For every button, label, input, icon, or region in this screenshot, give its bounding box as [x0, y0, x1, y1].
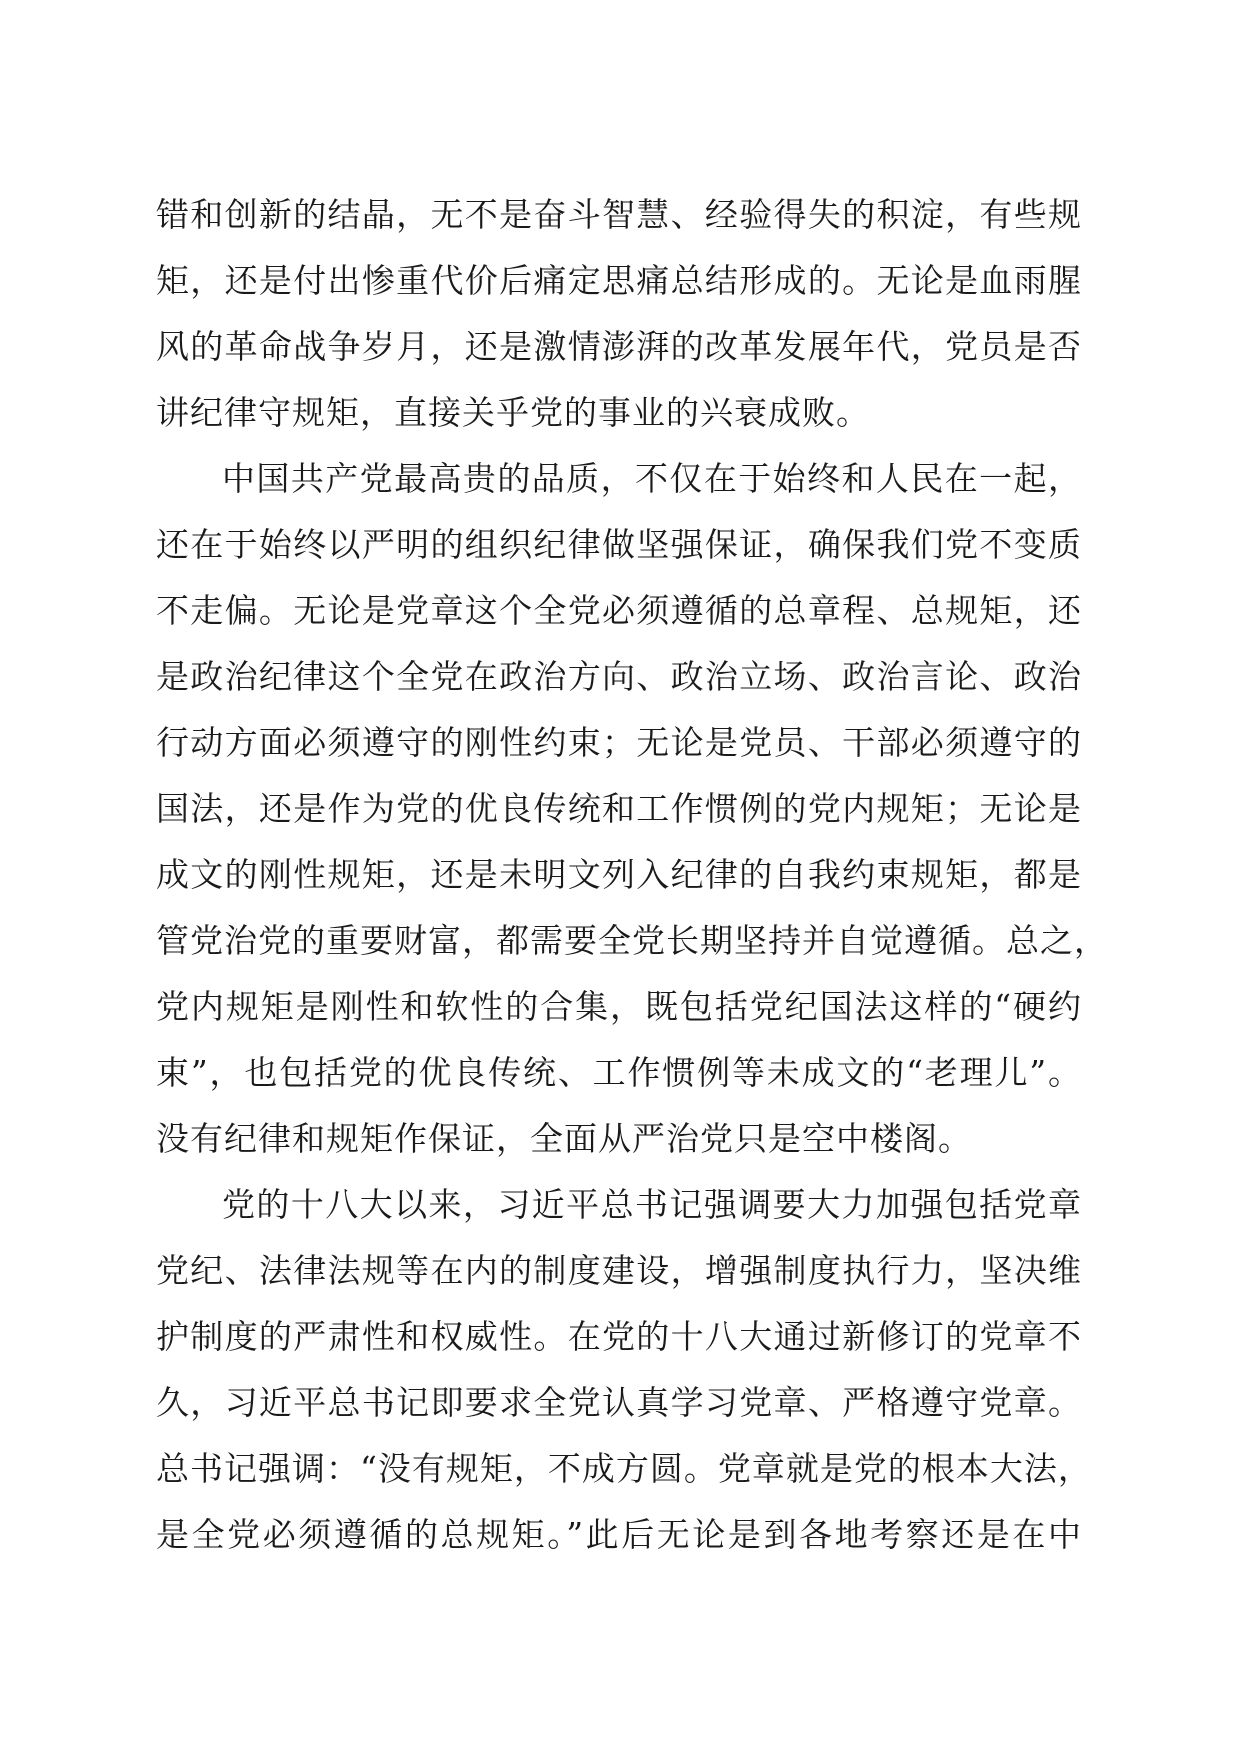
paragraph-3 — [156, 1172, 1092, 1568]
text-line: 错和创新的结晶，无不是奋斗智慧、经验得失的积淀，有些规 — [156, 195, 1082, 234]
body-text — [156, 182, 1108, 1568]
text-line: 矩，还是付出惨重代价后痛定思痛总结形成的。无论是血雨腥 — [156, 261, 1082, 300]
text-line: 不走偏。无论是党章这个全党必须遵循的总章程、总规矩，还 — [156, 591, 1082, 630]
text-line: 是政治纪律这个全党在政治方向、政治立场、政治言论、政治 — [156, 657, 1082, 696]
paragraph-2 — [156, 446, 1108, 1172]
text-line: 风的革命战争岁月，还是激情澎湃的改革发展年代，党员是否 — [156, 327, 1082, 366]
text-line: 总书记强调：“没有规矩，不成方圆。党章就是党的根本大法， — [156, 1449, 1092, 1488]
text-line: 行动方面必须遵守的刚性约束；无论是党员、干部必须遵守的 — [156, 723, 1082, 762]
text-line: 成文的刚性规矩，还是未明文列入纪律的自我约束规矩，都是 — [156, 855, 1082, 894]
text-line: 还在于始终以严明的组织纪律做坚强保证，确保我们党不变质 — [156, 525, 1082, 564]
text-line: 管党治党的重要财富，都需要全党长期坚持并自觉遵循。总之， — [156, 921, 1108, 960]
text-line: 国法，还是作为党的优良传统和工作惯例的党内规矩；无论是 — [156, 789, 1082, 828]
text-line: 束”，也包括党的优良传统、工作惯例等未成文的“老理儿”。 — [156, 1053, 1082, 1092]
text-line: 中国共产党最高贵的品质，不仅在于始终和人民在一起， — [222, 459, 1082, 498]
text-line: 久，习近平总书记即要求全党认真学习党章、严格遵守党章。 — [156, 1383, 1082, 1422]
text-line: 党内规矩是刚性和软性的合集，既包括党纪国法这样的“硬约 — [156, 987, 1082, 1026]
text-line: 是全党必须遵循的总规矩。”此后无论是到各地考察还是在中 — [156, 1515, 1082, 1554]
text-line: 讲纪律守规矩，直接关乎党的事业的兴衰成败。 — [156, 393, 870, 432]
paragraph-1 — [156, 182, 1082, 446]
text-line: 党的十八大以来，习近平总书记强调要大力加强包括党章 — [222, 1185, 1082, 1224]
text-line: 护制度的严肃性和权威性。在党的十八大通过新修订的党章不 — [156, 1317, 1082, 1356]
text-line: 党纪、法律法规等在内的制度建设，增强制度执行力，坚决维 — [156, 1251, 1082, 1290]
text-line: 没有纪律和规矩作保证，全面从严治党只是空中楼阁。 — [156, 1119, 972, 1158]
